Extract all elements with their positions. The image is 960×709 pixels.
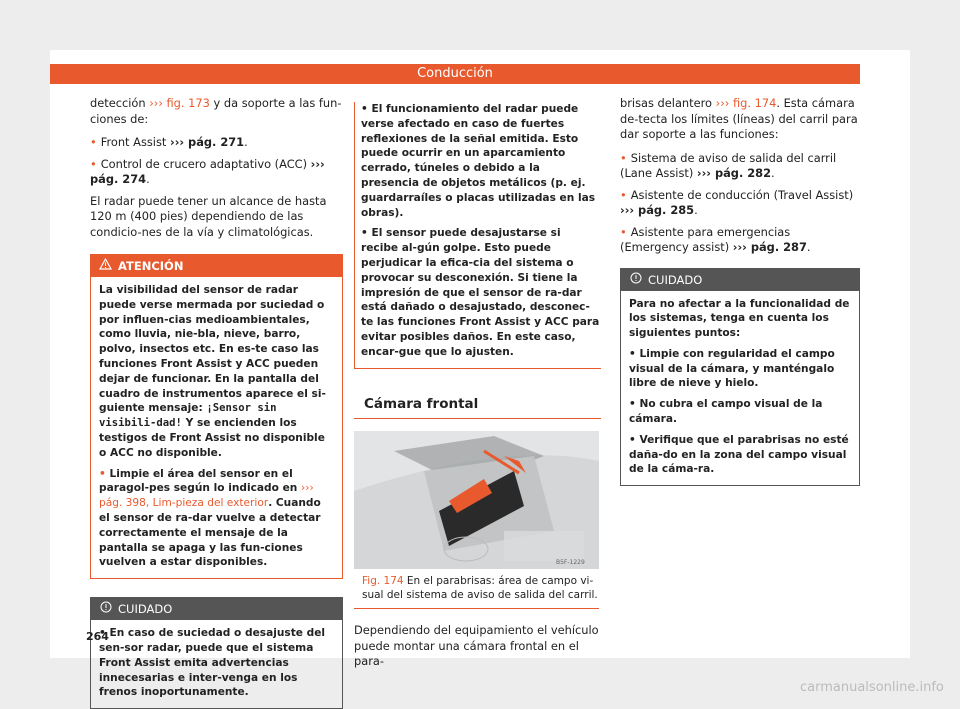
- list-item: • Front Assist ››› pág. 271.: [90, 135, 343, 151]
- fig-link[interactable]: ››› fig. 174: [715, 96, 777, 110]
- column-3: [620, 96, 860, 486]
- figure-label: Fig. 174: [362, 575, 404, 588]
- page-number: 264: [86, 630, 109, 643]
- caution-body: Para no afectar a la funcionalidad de los sistemas, tenga en cuenta los siguientes puntos: • Limpie con regularidad el campo visual de la cámara, y manténgalo libre de nieve y hielo. • No cubra el campo visual de la cámara. • Verifique que el parabrisas no esté daña-do en la zona del campo visual de la cáma-ra.: [621, 291, 859, 486]
- paragraph: El radar puede tener un alcance de hasta 120 m (400 pies) dependiendo de las condicio-nes de la vía y climatológicas.: [90, 193, 327, 239]
- list-item: • Asistente para emergencias (Emergency assist) ››› pág. 287.: [620, 225, 860, 256]
- figure-caption: Fig. 174 En el parabrisas: área de campo vi-sual del sistema de aviso de salida del carril.: [362, 575, 598, 601]
- list-item: • Sistema de aviso de salida del carril (Lane Assist) ››› pág. 282.: [620, 151, 860, 182]
- fig-link[interactable]: ››› fig. 173: [149, 96, 210, 110]
- caution-header: CUIDADO: [621, 269, 859, 291]
- column-2: [354, 102, 601, 678]
- list-item: • El sensor puede desajustarse si recibe al-gún golpe. Esto puede perjudicar la efica-cia del sistema o provocar su desconexión. Si tiene la impresión de que el sensor de ra-dar está dañado o desajustado, desconec-te las funciones Front Assist y ACC para evitar posibles daños. En este caso, encar-gue que lo ajusten.: [361, 226, 601, 359]
- paragraph: detección ››› fig. 173 y da soporte a las fun-ciones de:: [90, 96, 342, 126]
- warning-header: ATENCIÓN: [91, 255, 342, 277]
- watermark: carmanualsonline.info: [800, 680, 944, 695]
- section-title: Cámara frontal: [354, 397, 601, 420]
- list-item: • Limpie con regularidad el campo visual de la cámara, y manténgalo libre de nieve y hielo.: [629, 347, 851, 391]
- list-item: • Verifique que el parabrisas no esté daña-do en la zona del campo visual de la cáma-ra.: [629, 433, 851, 477]
- paragraph: Dependiendo del equipamiento el vehículo puede montar una cámara frontal en el para-: [354, 623, 599, 669]
- caution-header: CUIDADO: [91, 598, 342, 620]
- page-link[interactable]: ››› pág. 398, Lim-pieza del exterior: [99, 482, 314, 510]
- list-item: • No cubra el campo visual de la cámara.: [629, 397, 851, 427]
- info-circle-icon: [99, 598, 112, 620]
- caution-box: [620, 268, 860, 487]
- list-item: • Asistente de conducción (Travel Assist) ››› pág. 285.: [620, 188, 860, 219]
- list-item: • Limpie el área del sensor en el paragol-pes según lo indicado en ››› pág. 398, Lim-pieza del exterior. Cuando el sensor de ra-dar vuelve a detectar correctamente el mensaje de la pantalla se apaga y las fun-ciones vuelven a estar disponibles.: [99, 467, 334, 571]
- list-item: • En caso de suciedad o desajuste del sen-sor radar, puede que el sistema Front Assist emita advertencias innecesarias e inter-venga en los frenos inoportunamente.: [99, 626, 334, 700]
- column-1: [90, 96, 343, 709]
- page-link[interactable]: ››› pág. 287: [732, 240, 807, 254]
- list-item: • Control de crucero adaptativo (ACC) ››› pág. 274.: [90, 157, 343, 188]
- warning-box: [90, 254, 343, 579]
- figure-174: [354, 431, 599, 569]
- page-link[interactable]: ››› pág. 271: [170, 135, 245, 149]
- caution-body: [91, 620, 342, 708]
- warning-triangle-icon: [99, 255, 112, 277]
- windshield-camera-illustration: [354, 431, 599, 569]
- divider: [354, 608, 599, 609]
- caution-box: [90, 597, 343, 709]
- list-item: • El funcionamiento del radar puede verse afectado en caso de fuertes reflexiones de la señal emitida. Esto puede ocurrir en un aparcamiento cerrado, túneles o debido a la presencia de objetos metálicos (p. ej. guardarraíles o placas utilizadas en las obras).: [361, 102, 601, 220]
- page-link[interactable]: ››› pág. 274: [90, 156, 325, 186]
- figure-code: B5F-1229: [556, 559, 585, 567]
- paragraph: brisas delantero ››› fig. 174. Esta cámara de-tecta los límites (líneas) del carril para dar soporte a las funciones:: [620, 96, 858, 141]
- warning-continuation: [354, 102, 601, 369]
- page-link[interactable]: ››› pág. 282: [696, 166, 772, 180]
- warning-body: La visibilidad del sensor de radar puede verse mermada por suciedad o por influen-cias medioambientales, como lluvia, nie-bla, nieve, barro, polvo, insectos etc. En es-te caso las funciones Front Assist y ACC pueden dejar de funcionar. En la pantalla del cuadro de instrumentos aparece el si-guiente mensaje: ¡Sensor sin visibili-dad! Y se encienden los testigos de Front Assist no disponible o ACC no disponible. • Limpie el área del sensor en el paragol-pes según lo indicado en ››› pág. 398, Lim-pieza del exterior. Cuando el sensor de ra-dar vuelve a detectar correctamente el mensaje de la pantalla se apaga y las fun-ciones vuelven a estar disponibles.: [91, 277, 342, 578]
- page-link[interactable]: ››› pág. 285: [620, 203, 695, 217]
- page-header: Conducción: [50, 64, 860, 84]
- info-circle-icon: [629, 269, 642, 291]
